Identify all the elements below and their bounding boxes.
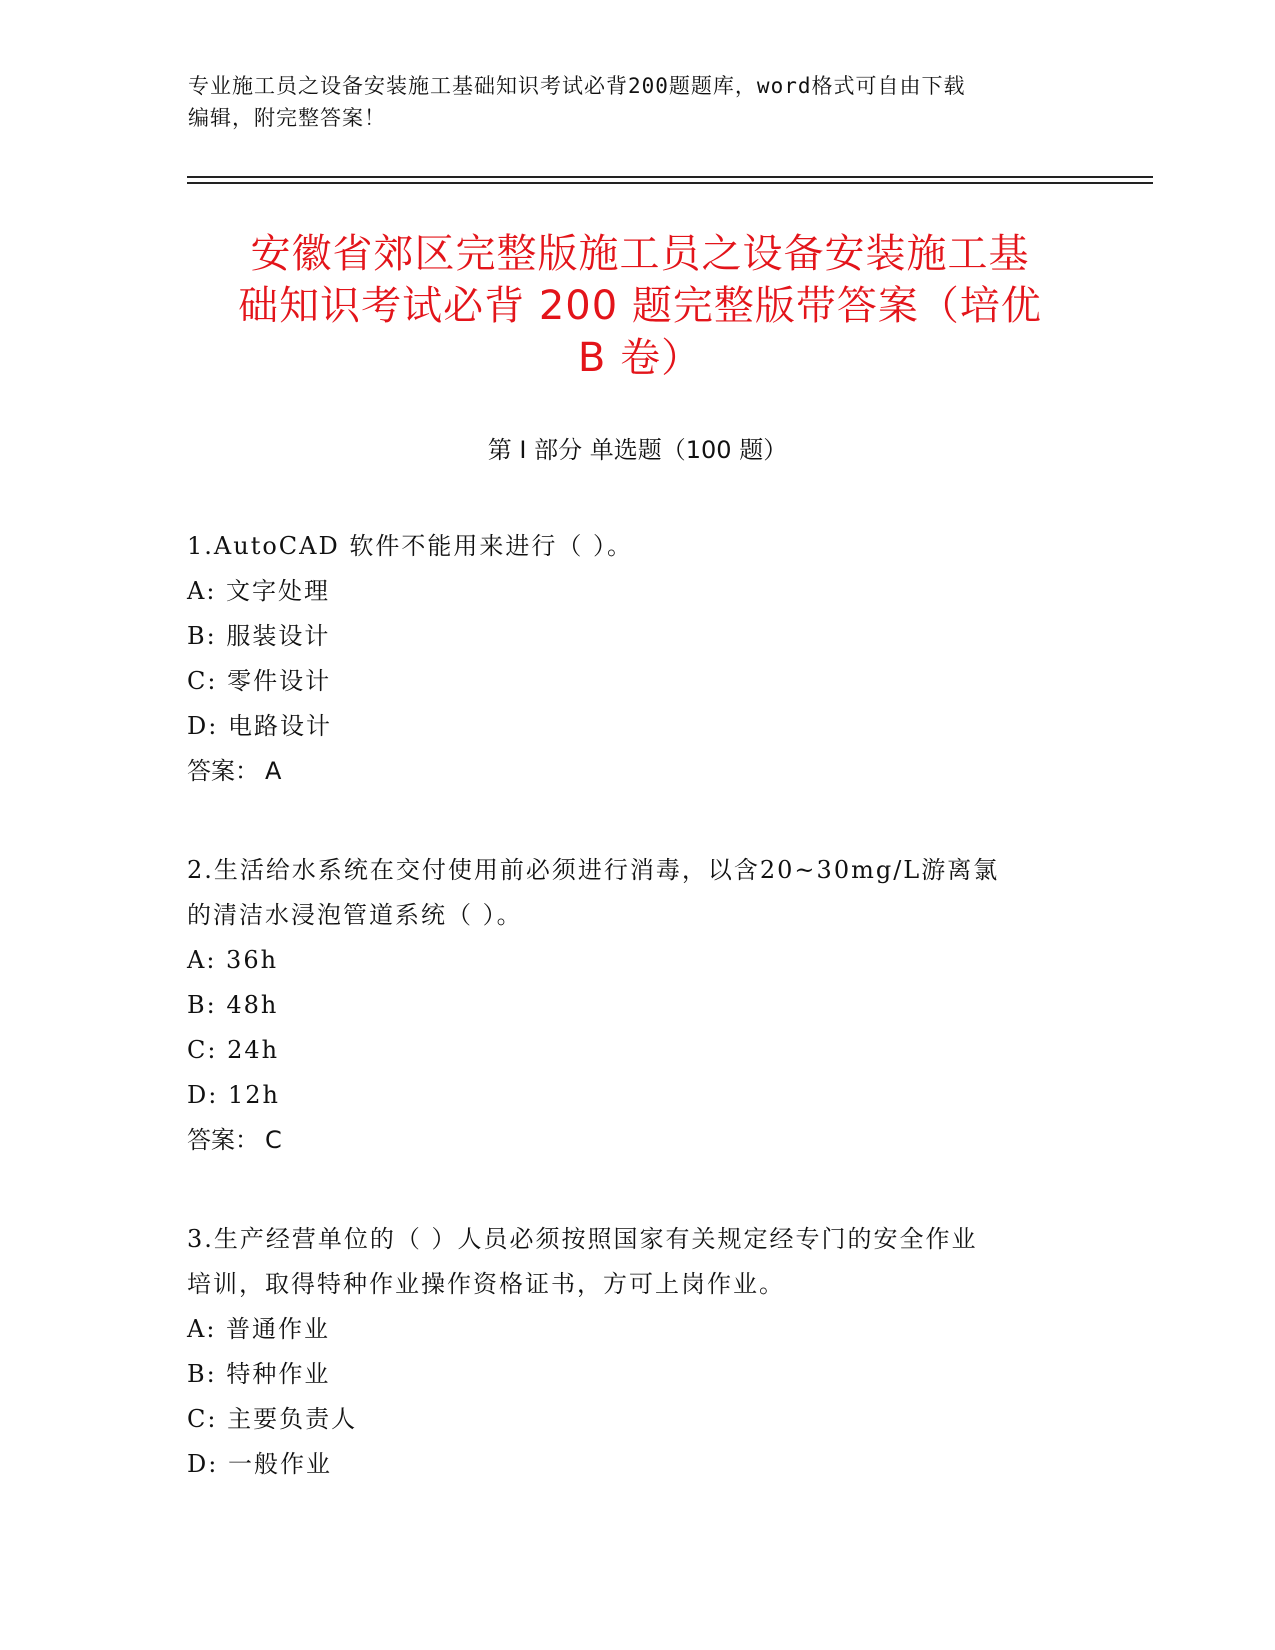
question-list xyxy=(187,524,1087,1541)
option-b: B: 特种作业 xyxy=(187,1360,331,1388)
document-title-line: B 卷） xyxy=(577,335,703,381)
answer xyxy=(187,1118,1087,1163)
question-stem: 3.生产经营单位的（ ）人员必须按照国家有关规定经专门的安全作业 xyxy=(187,1225,978,1253)
header-note xyxy=(188,70,1088,134)
option-a: A: 36h xyxy=(187,946,279,974)
question-3 xyxy=(187,1217,1087,1487)
option-c: C: 零件设计 xyxy=(187,667,332,695)
option-b: B: 48h xyxy=(187,991,279,1019)
answer-label: 答案： xyxy=(187,1126,259,1154)
header-divider xyxy=(187,182,1153,184)
option-d: D: 电路设计 xyxy=(187,712,332,740)
option-a: A: 文字处理 xyxy=(187,577,331,605)
header-divider xyxy=(187,176,1153,178)
answer-label: 答案： xyxy=(187,757,259,785)
option-c: C: 主要负责人 xyxy=(187,1405,358,1433)
option-d: D: 12h xyxy=(187,1081,280,1109)
option-d: D: 一般作业 xyxy=(187,1450,332,1478)
option-b: B: 服装设计 xyxy=(187,622,331,650)
section-title: 第 I 部分 单选题（100 题） xyxy=(487,436,788,464)
document-title xyxy=(180,228,1100,384)
question-stem: 培训，取得特种作业操作资格证书，方可上岗作业。 xyxy=(187,1270,785,1298)
question-stem: 1.AutoCAD 软件不能用来进行（ ）。 xyxy=(187,532,633,560)
document-title-line: 础知识考试必背 200 题完整版带答案（培优 xyxy=(238,283,1042,329)
question-stem: 2.生活给水系统在交付使用前必须进行消毒，以含20~30mg/L游离氯 xyxy=(187,856,1000,884)
question-1 xyxy=(187,524,1087,794)
option-c: C: 24h xyxy=(187,1036,280,1064)
document-title-line: 安徽省郊区完整版施工员之设备安装施工基 xyxy=(250,231,1030,277)
answer-value: A xyxy=(265,757,282,785)
header-note-line: 编辑，附完整答案！ xyxy=(188,106,386,130)
option-a: A: 普通作业 xyxy=(187,1315,331,1343)
header-note-line: 专业施工员之设备安装施工基础知识考试必背200题题库，word格式可自由下载 xyxy=(188,74,966,98)
question-stem: 的清洁水浸泡管道系统（ ）。 xyxy=(187,901,523,929)
answer-value: C xyxy=(265,1126,282,1154)
answer xyxy=(187,749,1087,794)
question-2 xyxy=(187,848,1087,1163)
